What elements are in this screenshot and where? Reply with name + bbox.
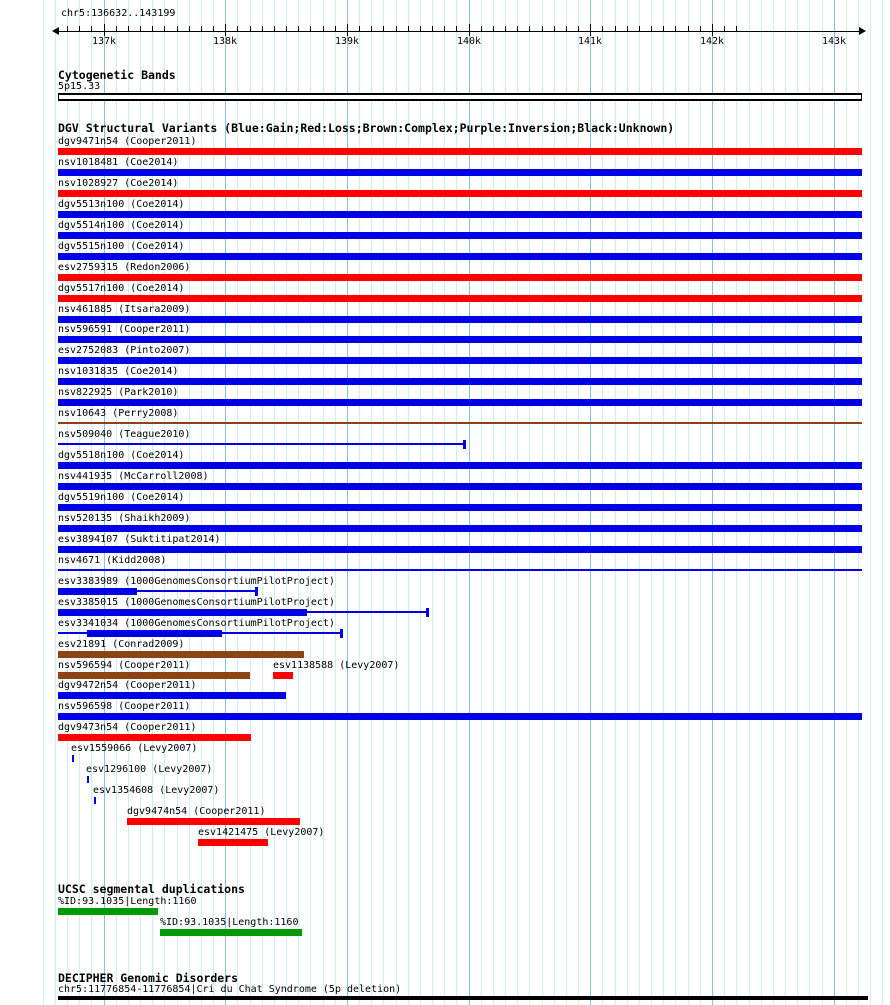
ruler-tick-major bbox=[104, 24, 105, 36]
feature-label[interactable]: esv2752083 (Pinto2007) bbox=[58, 345, 191, 356]
feature-bar-blue[interactable] bbox=[137, 590, 255, 592]
feature-bar-blue[interactable] bbox=[58, 546, 862, 553]
feature-bar-blue[interactable] bbox=[463, 440, 466, 449]
ruler-tick-minor bbox=[164, 26, 165, 31]
ruler-tick-minor bbox=[700, 26, 701, 31]
feature-bar-blue[interactable] bbox=[58, 336, 862, 343]
gridline-minor bbox=[870, 0, 871, 1005]
feature-label[interactable]: nsv520135 (Shaikh2009) bbox=[58, 513, 191, 524]
feature-bar-blue[interactable] bbox=[94, 797, 96, 804]
feature-bar-green[interactable] bbox=[160, 929, 302, 936]
ruler-tick-label: 140k bbox=[456, 36, 482, 47]
ruler-tick-minor bbox=[67, 26, 68, 31]
ruler-tick-label: 137k bbox=[91, 36, 117, 47]
feature-label[interactable]: nsv822925 (Park2010) bbox=[58, 387, 179, 398]
ruler-tick-major bbox=[347, 24, 348, 36]
ruler-tick-minor bbox=[615, 26, 616, 31]
region-label: chr5:136632..143199 bbox=[61, 8, 176, 19]
feature-label[interactable]: %ID:93.1035|Length:1160 bbox=[58, 896, 197, 907]
feature-bar-red[interactable] bbox=[58, 148, 862, 155]
ruler-tick-minor bbox=[651, 26, 652, 31]
ruler-tick-minor bbox=[639, 26, 640, 31]
feature-label[interactable]: esv1354608 (Levy2007) bbox=[93, 785, 220, 796]
ruler-tick-minor bbox=[116, 26, 117, 31]
feature-label[interactable]: esv1559066 (Levy2007) bbox=[71, 743, 198, 754]
feature-label[interactable]: dgv9474n54 (Cooper2011) bbox=[127, 806, 266, 817]
ruler-tick-label: 139k bbox=[334, 36, 360, 47]
feature-label[interactable]: esv1138588 (Levy2007) bbox=[273, 660, 400, 671]
feature-label[interactable]: dgv5517n100 (Coe2014) bbox=[58, 283, 185, 294]
ruler-tick-minor bbox=[481, 26, 482, 31]
ruler-right-arrow-icon bbox=[859, 27, 866, 35]
ruler-tick-minor bbox=[602, 26, 603, 31]
ruler-tick-label: 138k bbox=[212, 36, 238, 47]
ruler-tick-minor bbox=[542, 26, 543, 31]
feature-bar-red[interactable] bbox=[273, 672, 293, 679]
ruler-tick-major bbox=[590, 24, 591, 36]
feature-label[interactable]: nsv596594 (Cooper2011) bbox=[58, 660, 191, 671]
feature-bar-brown[interactable] bbox=[58, 651, 304, 658]
ruler-tick-label: 142k bbox=[699, 36, 725, 47]
feature-label[interactable]: nsv10643 (Perry2008) bbox=[58, 408, 179, 419]
feature-bar-blue[interactable] bbox=[58, 211, 862, 218]
ruler-tick-minor bbox=[189, 26, 190, 31]
feature-label[interactable]: dgv5515n100 (Coe2014) bbox=[58, 241, 185, 252]
ruler-tick-minor bbox=[91, 26, 92, 31]
feature-bar-blue[interactable] bbox=[58, 316, 862, 323]
ruler-tick-label: 141k bbox=[577, 36, 603, 47]
feature-bar-blue[interactable] bbox=[58, 504, 862, 511]
feature-label[interactable]: chr5:11776854-11776854|Cri du Chat Syndrome (5p deletion) bbox=[58, 984, 402, 995]
feature-bar-blue[interactable] bbox=[87, 776, 89, 783]
feature-label[interactable]: dgv9472n54 (Cooper2011) bbox=[58, 680, 197, 691]
cytoband-glyph[interactable] bbox=[58, 93, 862, 101]
feature-label[interactable]: esv1296100 (Levy2007) bbox=[86, 764, 213, 775]
ruler-tick-minor bbox=[152, 26, 153, 31]
feature-label[interactable]: nsv441935 (McCarroll2008) bbox=[58, 471, 209, 482]
feature-label[interactable]: dgv5518n100 (Coe2014) bbox=[58, 450, 185, 461]
ruler-left-arrow-icon bbox=[52, 27, 59, 35]
feature-label[interactable]: nsv509040 (Teague2010) bbox=[58, 429, 191, 440]
feature-bar-red[interactable] bbox=[198, 839, 268, 846]
feature-bar-red[interactable] bbox=[58, 734, 251, 741]
gridline-minor bbox=[55, 0, 56, 1005]
gridline-minor bbox=[43, 0, 44, 1005]
ruler-tick-minor bbox=[177, 26, 178, 31]
section-header: DECIPHER Genomic Disorders bbox=[58, 971, 239, 985]
feature-label[interactable]: dgv9471n54 (Cooper2011) bbox=[58, 136, 197, 147]
feature-bar-blue[interactable] bbox=[58, 169, 862, 176]
feature-label[interactable]: esv2759315 (Redon2006) bbox=[58, 262, 191, 273]
ruler-tick-minor bbox=[578, 26, 579, 31]
feature-bar-red[interactable] bbox=[127, 818, 300, 825]
feature-label[interactable]: esv3385015 (1000GenomesConsortiumPilotProject) bbox=[58, 597, 335, 608]
ruler-tick-minor bbox=[627, 26, 628, 31]
feature-label[interactable]: esv1421475 (Levy2007) bbox=[198, 827, 325, 838]
feature-label[interactable]: nsv1028927 (Coe2014) bbox=[58, 178, 179, 189]
ruler-tick-minor bbox=[274, 26, 275, 31]
feature-bar-blue[interactable] bbox=[58, 525, 862, 532]
feature-bar-blue[interactable] bbox=[58, 483, 862, 490]
feature-bar-green[interactable] bbox=[58, 908, 158, 915]
ruler-line bbox=[58, 31, 861, 32]
ruler-tick-minor bbox=[298, 26, 299, 31]
ruler-tick-minor bbox=[371, 26, 372, 31]
feature-bar-blue[interactable] bbox=[255, 587, 258, 596]
ruler-tick-major bbox=[469, 24, 470, 36]
feature-label[interactable]: esv3383989 (1000GenomesConsortiumPilotProject) bbox=[58, 576, 335, 587]
feature-bar-blue[interactable] bbox=[58, 588, 137, 595]
feature-bar-red[interactable] bbox=[58, 190, 862, 197]
ruler-tick-minor bbox=[128, 26, 129, 31]
feature-label[interactable]: nsv1031835 (Coe2014) bbox=[58, 366, 179, 377]
feature-bar-blue[interactable] bbox=[58, 378, 862, 385]
ruler-tick-major bbox=[712, 24, 713, 36]
ruler-tick-minor bbox=[493, 26, 494, 31]
ruler-tick-minor bbox=[262, 26, 263, 31]
gridline-minor bbox=[882, 0, 883, 1005]
ruler-tick-minor bbox=[335, 26, 336, 31]
feature-bar-brown[interactable] bbox=[58, 672, 250, 679]
feature-bar-blue[interactable] bbox=[340, 629, 343, 638]
feature-bar-red[interactable] bbox=[58, 295, 862, 302]
feature-bar-blue[interactable] bbox=[58, 632, 87, 634]
ruler-tick-minor bbox=[79, 26, 80, 31]
feature-label[interactable]: esv21891 (Conrad2009) bbox=[58, 639, 185, 650]
ruler-tick-minor bbox=[736, 26, 737, 31]
ruler-tick-minor bbox=[286, 26, 287, 31]
feature-bar-blue[interactable] bbox=[58, 253, 862, 260]
feature-bar-blue[interactable] bbox=[58, 462, 862, 469]
ruler-tick-minor bbox=[237, 26, 238, 31]
ruler-tick-minor bbox=[566, 26, 567, 31]
ruler-tick-minor bbox=[505, 26, 506, 31]
ruler-tick-minor bbox=[140, 26, 141, 31]
ruler-tick-minor bbox=[396, 26, 397, 31]
feature-bar-blue[interactable] bbox=[58, 609, 307, 616]
feature-bar-blue[interactable] bbox=[58, 713, 862, 720]
ruler-tick-minor bbox=[529, 26, 530, 31]
ruler-tick-minor bbox=[323, 26, 324, 31]
feature-bar-brown[interactable] bbox=[58, 422, 862, 424]
decipher-feature-bar[interactable] bbox=[58, 996, 868, 1000]
ruler-tick-major bbox=[225, 24, 226, 36]
feature-bar-blue[interactable] bbox=[222, 632, 340, 634]
feature-bar-blue[interactable] bbox=[307, 611, 426, 613]
ruler-tick-minor bbox=[517, 26, 518, 31]
ruler-tick-minor bbox=[201, 26, 202, 31]
feature-label[interactable]: nsv461885 (Itsara2009) bbox=[58, 304, 191, 315]
feature-label[interactable]: nsv596598 (Cooper2011) bbox=[58, 701, 191, 712]
ruler-tick-minor bbox=[408, 26, 409, 31]
band-label[interactable]: 5p15.33 bbox=[58, 81, 101, 92]
feature-bar-blue[interactable] bbox=[58, 357, 862, 364]
ruler-tick-minor bbox=[663, 26, 664, 31]
ruler-tick-minor bbox=[310, 26, 311, 31]
feature-label[interactable]: dgv9473n54 (Cooper2011) bbox=[58, 722, 197, 733]
feature-bar-blue[interactable] bbox=[72, 755, 74, 762]
section-header: DGV Structural Variants (Blue:Gain;Red:Loss;Brown:Complex;Purple:Inversion;Black:Unknown) bbox=[58, 121, 675, 135]
feature-label[interactable]: nsv596591 (Cooper2011) bbox=[58, 324, 191, 335]
ruler-tick-minor bbox=[554, 26, 555, 31]
feature-bar-blue[interactable] bbox=[58, 569, 862, 571]
feature-bar-blue[interactable] bbox=[58, 232, 862, 239]
feature-label[interactable]: nsv1018481 (Coe2014) bbox=[58, 157, 179, 168]
ruler-tick-minor bbox=[688, 26, 689, 31]
ruler-tick-minor bbox=[420, 26, 421, 31]
ruler-tick-minor bbox=[444, 26, 445, 31]
section-header: UCSC segmental duplications bbox=[58, 882, 245, 896]
feature-label[interactable]: %ID:93.1035|Length:1160 bbox=[160, 917, 299, 928]
feature-bar-blue[interactable] bbox=[87, 630, 222, 637]
ruler-tick-minor bbox=[724, 26, 725, 31]
feature-bar-blue[interactable] bbox=[58, 443, 463, 445]
ruler-tick-minor bbox=[456, 26, 457, 31]
ruler-tick-minor bbox=[675, 26, 676, 31]
feature-label[interactable]: dgv5519n100 (Coe2014) bbox=[58, 492, 185, 503]
feature-bar-blue[interactable] bbox=[58, 399, 862, 406]
ruler-tick-label: 143k bbox=[821, 36, 847, 47]
ruler-tick-minor bbox=[359, 26, 360, 31]
feature-bar-blue[interactable] bbox=[58, 692, 286, 699]
feature-bar-blue[interactable] bbox=[426, 608, 429, 617]
ruler-tick-minor bbox=[383, 26, 384, 31]
feature-bar-red[interactable] bbox=[58, 274, 862, 281]
ruler-tick-minor bbox=[250, 26, 251, 31]
ruler-tick-minor bbox=[213, 26, 214, 31]
feature-label[interactable]: dgv5513n100 (Coe2014) bbox=[58, 199, 185, 210]
feature-label[interactable]: dgv5514n100 (Coe2014) bbox=[58, 220, 185, 231]
feature-label[interactable]: esv3341034 (1000GenomesConsortiumPilotProject) bbox=[58, 618, 335, 629]
section-header: Cytogenetic Bands bbox=[58, 68, 176, 82]
feature-label[interactable]: nsv4671 (Kidd2008) bbox=[58, 555, 167, 566]
feature-label[interactable]: esv3894107 (Suktitipat2014) bbox=[58, 534, 221, 545]
ruler-tick-minor bbox=[432, 26, 433, 31]
